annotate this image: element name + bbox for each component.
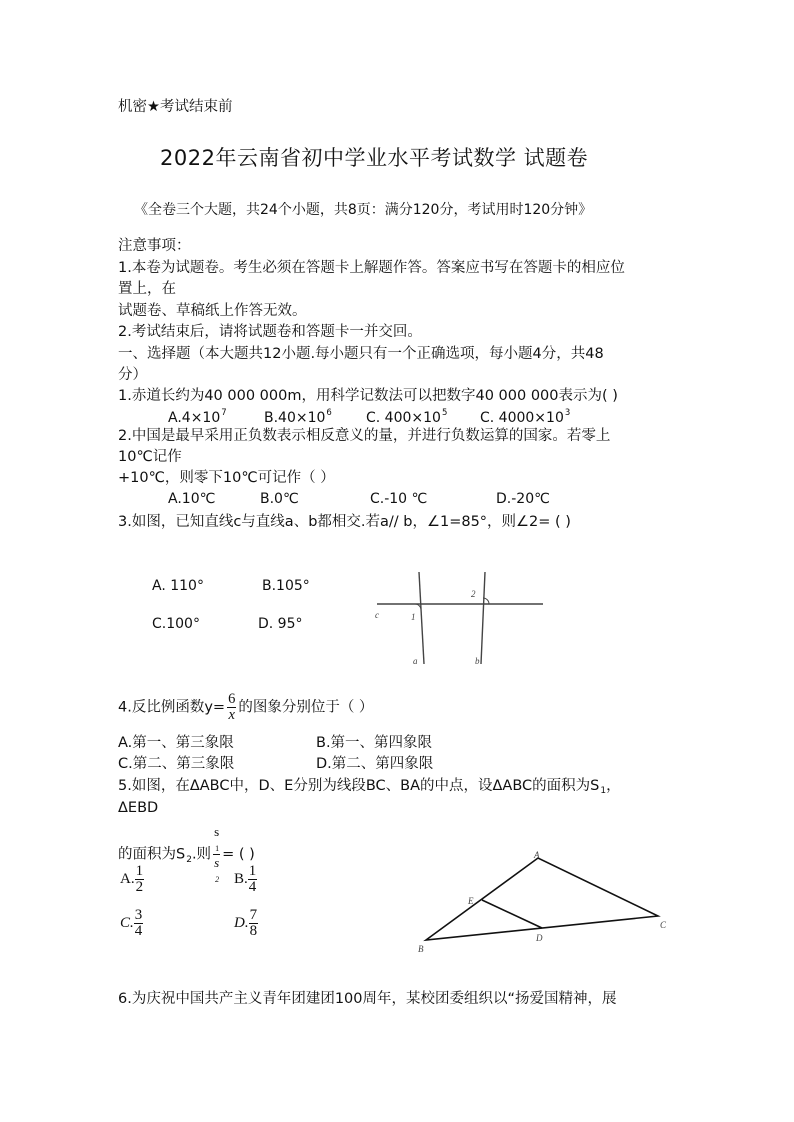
q1-option-a: $A.4\times 10^7$ bbox=[168, 408, 227, 426]
q1-option-c: C. $400\times 10^5$ bbox=[366, 408, 448, 426]
label-c: c bbox=[375, 610, 379, 620]
q5-triangle-figure bbox=[410, 846, 680, 958]
q2-stem-b: 10℃记作 bbox=[118, 449, 182, 465]
label-a: a bbox=[413, 656, 418, 666]
label-2: 2 bbox=[471, 589, 476, 599]
q5-stem-c: 的面积为$S_2$.则 s 1 s 2 = ( ) bbox=[118, 824, 255, 884]
label-D: D bbox=[536, 933, 543, 943]
notes-heading: 注意事项： bbox=[118, 238, 191, 254]
q5-option-d: D. $\frac{7}{8}$ bbox=[234, 907, 258, 939]
note-2: 2.考试结束后，请将试题卷和答题卡一并交回。 bbox=[118, 324, 422, 340]
q5-fraction: s 1 s 2 bbox=[214, 824, 220, 884]
label-b: b bbox=[475, 656, 480, 666]
label-1: 1 bbox=[411, 612, 416, 622]
q2-stem-c: +10℃，则零下10℃可记作（ ） bbox=[118, 470, 335, 486]
q5-option-b: B. $\frac{1}{4}$ bbox=[234, 863, 257, 895]
q1-stem: 1.赤道长约为40 000 000m，用科学记数法可以把数字40 000 000表示为( ) bbox=[118, 388, 618, 404]
q2-option-c: C.-10 ℃ bbox=[370, 491, 428, 507]
page-title: 2022年云南省初中学业水平考试数学 试题卷 bbox=[160, 146, 589, 170]
q3-option-a: A. 110° bbox=[152, 578, 204, 594]
label-B: B bbox=[418, 944, 424, 954]
label-E: E bbox=[468, 896, 474, 906]
note-1b: 置上，在 bbox=[118, 281, 176, 297]
q1-option-b: $B.40\times 10^6$ bbox=[264, 408, 332, 426]
q3-figure bbox=[365, 560, 555, 672]
q3-option-c: C.100° bbox=[152, 616, 200, 632]
q5-stem-a: 5.如图，在ΔABC中，D、E分别为线段BC、BA的中点，设ΔABC的面积为$S_1$， bbox=[118, 778, 621, 796]
line-a bbox=[419, 572, 424, 664]
q4-option-d: D.第二、第四象限 bbox=[316, 756, 434, 772]
note-1a: 1.本卷为试题卷。考生必须在答题卡上解题作答。答案应书写在答题卡的相应位 bbox=[118, 260, 625, 276]
section-heading: 一、选择题（本大题共12小题.每小题只有一个正确选项，每小题4分，共48 bbox=[118, 346, 604, 362]
q4-stem: 4.反比例函数y= $\frac{6}{x}$ 的图象分别位于（ ） bbox=[118, 691, 374, 723]
q5-stem-b: ΔEBD bbox=[118, 800, 159, 816]
q4-option-a: A.第一、第三象限 bbox=[118, 735, 234, 751]
q4-fraction: $\frac{6}{x}$ bbox=[228, 691, 236, 723]
q1-option-d: C. $4000\times 10^3$ bbox=[480, 408, 571, 426]
q2-option-b: B.0℃ bbox=[260, 491, 299, 507]
q3-stem: 3.如图，已知直线c与直线a、b都相交.若a// b，∠1=85°，则∠2= ( ) bbox=[118, 514, 571, 530]
q5-option-a: A. $\frac{1}{2}$ bbox=[120, 863, 144, 895]
q3-option-b: B.105° bbox=[262, 578, 310, 594]
line-b bbox=[481, 572, 485, 664]
q4-option-b: B.第一、第四象限 bbox=[316, 735, 433, 751]
confidential-label: 机密★考试结束前 bbox=[118, 99, 233, 115]
note-1c: 试题卷、草稿纸上作答无效。 bbox=[118, 303, 307, 319]
q2-stem-a: 2.中国是最早采用正负数表示相反意义的量，并进行负数运算的国家。若零上 bbox=[118, 428, 611, 444]
section-heading-cont: 分） bbox=[118, 367, 147, 383]
q4-option-c: C.第二、第三象限 bbox=[118, 756, 235, 772]
q2-option-a: A.10℃ bbox=[168, 491, 216, 507]
exam-info: 《全卷三个大题，共24个小题，共8页：满分120分，考试用时120分钟》 bbox=[134, 202, 593, 218]
label-A: A bbox=[534, 850, 540, 860]
q5-option-c: C. $\frac{3}{4}$ bbox=[120, 907, 143, 939]
label-C: C bbox=[660, 920, 667, 930]
segment-ed bbox=[482, 900, 542, 928]
q6-stem: 6.为庆祝中国共产主义青年团建团100周年，某校团委组织以“扬爱国精神，展 bbox=[118, 991, 617, 1007]
q3-option-d: D. 95° bbox=[258, 616, 303, 632]
q2-option-d: D.-20℃ bbox=[496, 491, 550, 507]
